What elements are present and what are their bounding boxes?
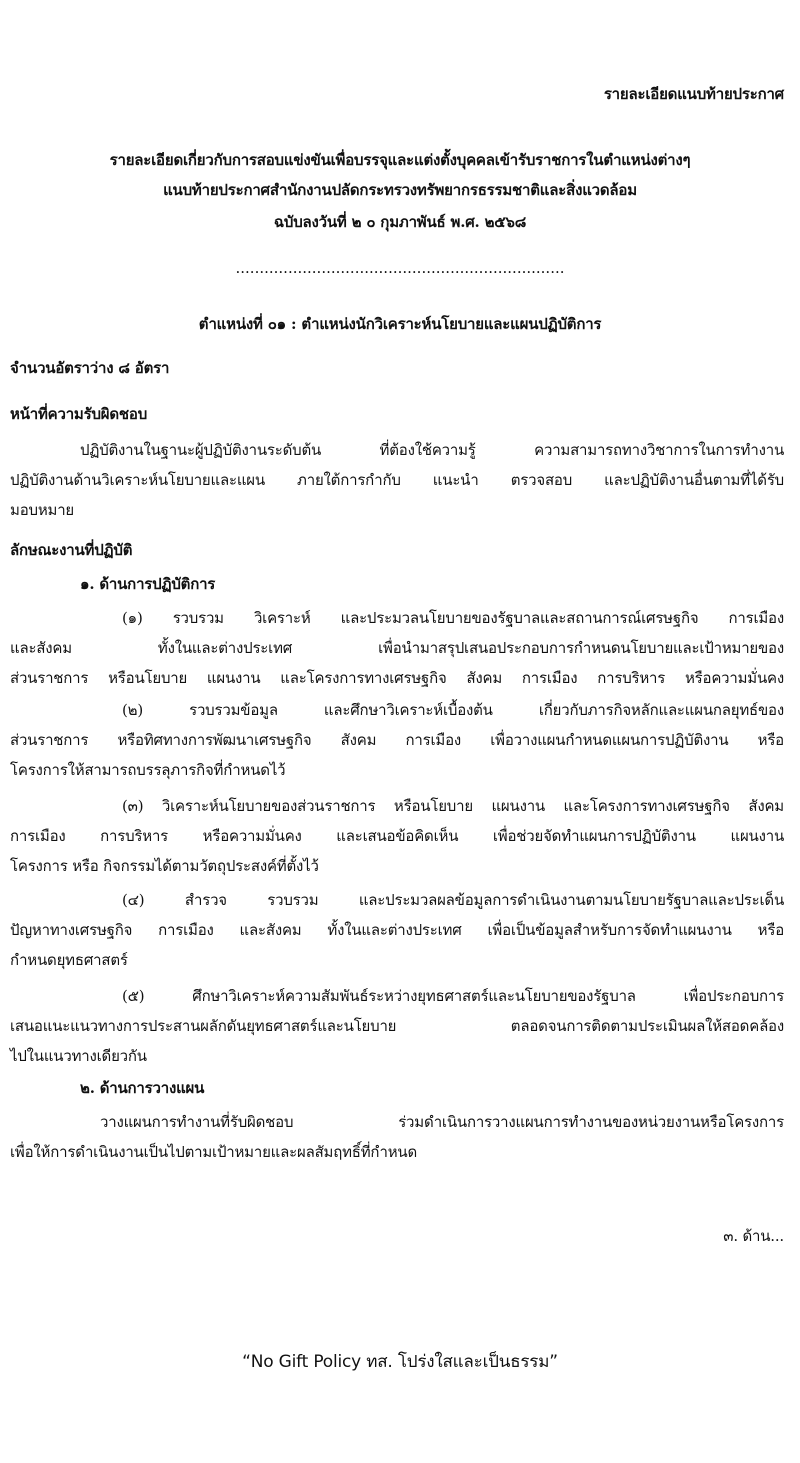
item-3-line: (๓) วิเคราะห์นโยบายของส่วนราชการ หรือนโยบาย แผนงาน และโครงการทางเศรษฐกิจ สังคม [122,797,784,815]
item-2-line: ส่วนราชการ หรือทิศทางการพัฒนาเศรษฐกิจ สังคม การเมือง เพื่อวางแผนกำหนดแผนการปฏิบัติงาน หรือ [10,731,784,749]
title-line-1: รายละเอียดเกี่ยวกับการสอบแข่งขันเพื่อบรรจุและแต่งตั้งบุคคลเข้ารับราชการในตำแหน่งต่างๆ [109,151,691,169]
title-line-2: แนบท้ายประกาศสำนักงานปลัดกระทรวงทรัพยากรธรรมชาติและสิ่งแวดล้อม [163,181,637,199]
item-1-line: (๑) รวบรวม วิเคราะห์ และประมวลนโยบายของรัฐบาลและสถานการณ์เศรษฐกิจ การเมือง [122,609,784,627]
title-line-3: ฉบับลงวันที่ ๒ ๐ กุมภาพันธ์ พ.ศ. ๒๕๖๘ [273,213,527,231]
item-4-line: ปัญหาทางเศรษฐกิจ การเมือง และสังคม ทั้งในและต่างประเทศ เพื่อเป็นข้อมูลสำหรับการจัดทำแผนงาน หรือ [10,921,784,939]
item-3-line: โครงการ หรือ กิจกรรมได้ตามวัตถุประสงค์ที่ตั้งไว้ [10,857,319,875]
item-2-line: (๒) รวบรวมข้อมูล และศึกษาวิเคราะห์เบื้องต้น เกี่ยวกับภารกิจหลักและแผนกลยุทธ์ของ [122,701,784,719]
section-1-heading: ๑. ด้านการปฏิบัติการ [80,575,216,593]
annex-label: รายละเอียดแนบท้ายประกาศ [603,85,784,103]
separator: ..................................................................... [235,259,565,277]
item-4-line: กำหนดยุทธศาสตร์ [10,951,128,969]
position-heading: ตำแหน่งที่ ๐๑ : ตำแหน่งนักวิเคราะห์นโยบายและแผนปฏิบัติการ [198,315,602,333]
item-4-line: (๔) สำรวจ รวบรวม และประมวลผลข้อมูลการดำเนินงานตามนโยบายรัฐบาลและประเด็น [122,891,784,909]
item-5-line: ไปในแนวทางเดียวกัน [10,1047,147,1065]
item-2-line: โครงการให้สามารถบรรลุภารกิจที่กำหนดไว้ [10,761,286,779]
duties-line: มอบหมาย [10,501,75,519]
section-2-line: วางแผนการทำงานที่รับผิดชอบ ร่วมดำเนินการวางแผนการทำงานของหน่วยงานหรือโครงการ [100,1113,784,1131]
vacancies: จำนวนอัตราว่าง ๘ อัตรา [10,359,170,377]
duties-heading: หน้าที่ความรับผิดชอบ [10,405,148,423]
work-heading: ลักษณะงานที่ปฏิบัติ [10,541,133,559]
item-1-line: ส่วนราชการ หรือนโยบาย แผนงาน และโครงการทางเศรษฐกิจ สังคม การเมือง การบริหาร หรือความมั่นคง [10,669,784,687]
item-5-line: (๕) ศึกษาวิเคราะห์ความสัมพันธ์ระหว่างยุทธศาสตร์และนโยบายของรัฐบาล เพื่อประกอบการ [122,987,784,1005]
section-2-line: เพื่อให้การดำเนินงานเป็นไปตามเป้าหมายและผลสัมฤทธิ์ที่กำหนด [10,1143,418,1161]
footer-slogan: “No Gift Policy ทส. โปร่งใสและเป็นธรรม” [242,1352,558,1372]
item-3-line: การเมือง การบริหาร หรือความมั่นคง และเสนอข้อคิดเห็น เพื่อช่วยจัดทำแผนการปฏิบัติงาน แผนงาน [10,827,784,845]
duties-line: ปฏิบัติงานในฐานะผู้ปฏิบัติงานระดับต้น ที่ต้องใช้ความรู้ ความสามารถทางวิชาการในการทำงาน [80,441,784,459]
item-1-line: และสังคม ทั้งในและต่างประเทศ เพื่อนำมาสรุปเสนอประกอบการกำหนดนโยบายและเป้าหมายของ [10,639,784,657]
continuation-marker: ๓. ด้าน... [723,1227,784,1245]
section-2-heading: ๒. ด้านการวางแผน [80,1079,205,1097]
item-5-line: เสนอแนะแนวทางการประสานผลักดันยุทธศาสตร์และนโยบาย ตลอดจนการติดตามประเมินผลให้สอดคล้อง [10,1017,784,1035]
duties-line: ปฏิบัติงานด้านวิเคราะห์นโยบายและแผน ภายใต้การกำกับ แนะนำ ตรวจสอบ และปฏิบัติงานอื่นตามที่ได้รับ [10,471,784,489]
